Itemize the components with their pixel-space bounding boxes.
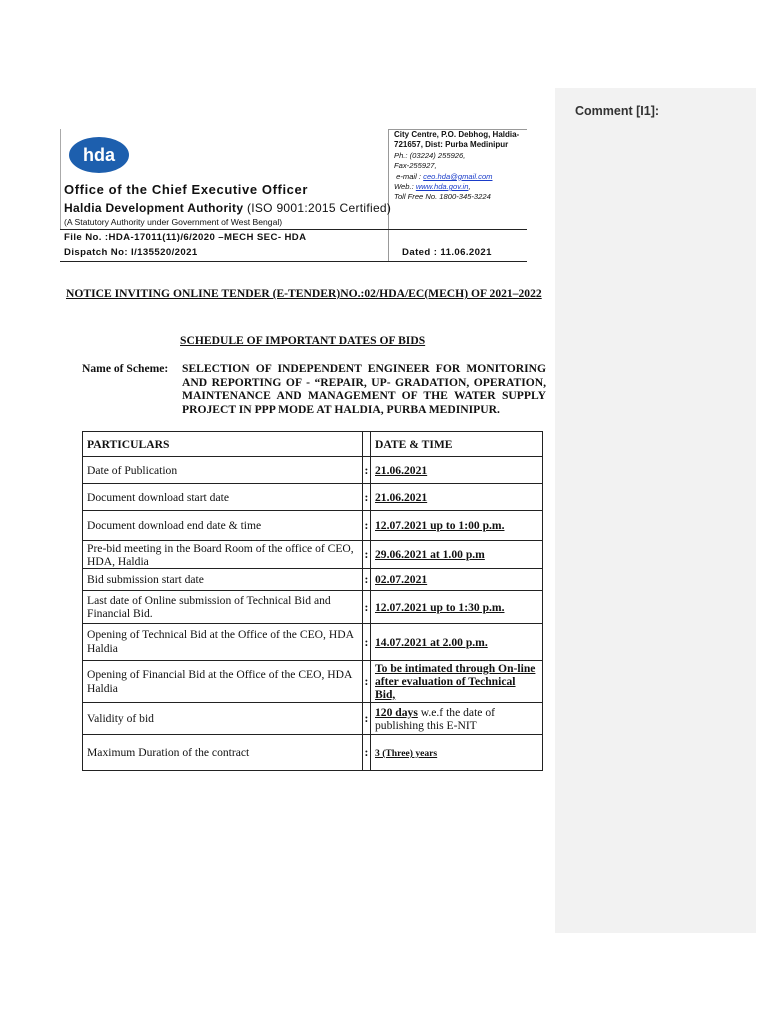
row-label: Bid submission start date xyxy=(83,569,363,591)
table-row xyxy=(83,703,543,735)
row-value: 14.07.2021 at 2.00 p.m. xyxy=(375,635,488,649)
divider xyxy=(60,229,527,230)
contact-block xyxy=(394,130,534,203)
fax-text: Fax-255927, xyxy=(394,161,437,171)
statutory-note: (A Statutory Authority under Government of West Bengal) xyxy=(64,217,283,227)
table-row xyxy=(83,569,543,591)
row-value: 21.06.2021 xyxy=(375,490,428,504)
file-number: File No. :HDA-17011(11)/6/2020 –MECH SEC- HDA xyxy=(64,232,307,243)
bid-dates-table xyxy=(82,431,543,771)
iso-certification: (ISO 9001:2015 Certified) xyxy=(246,201,392,215)
row-value: 3 (Three) years xyxy=(375,748,438,759)
web-label: Web.: xyxy=(394,182,414,192)
row-sep: : xyxy=(362,703,370,735)
table-row xyxy=(83,541,543,569)
web-line xyxy=(394,182,534,192)
row-label: Last date of Online submission of Technical Bid and Financial Bid. xyxy=(83,591,363,624)
row-sep: : xyxy=(362,541,370,569)
web-link[interactable]: www.hda.gov.in xyxy=(415,182,469,192)
table-row xyxy=(83,624,543,661)
table-row xyxy=(83,457,543,484)
address-line: City Centre, P.O. Debhog, Haldia- xyxy=(394,130,520,139)
table-row xyxy=(83,661,543,703)
row-label: Maximum Duration of the contract xyxy=(83,735,363,771)
table-row xyxy=(83,591,543,624)
row-value: 12.07.2021 up to 1:00 p.m. xyxy=(375,519,505,532)
dispatch-number: Dispatch No: I/135520/2021 xyxy=(64,247,198,258)
dated: Dated : 11.06.2021 xyxy=(402,247,492,258)
authority-line xyxy=(64,201,391,215)
table-row xyxy=(83,511,543,541)
header-sep xyxy=(362,432,370,457)
row-value: To be intimated through On-line after evaluation of Technical Bid, xyxy=(375,662,536,701)
row-value: 29.06.2021 at 1.00 p.m xyxy=(375,548,485,561)
row-label: Opening of Technical Bid at the Office of the CEO, HDA Haldia xyxy=(83,624,363,661)
comment-label[interactable]: Comment [I1]: xyxy=(575,104,660,118)
office-title: Office of the Chief Executive Officer xyxy=(64,182,308,197)
row-label: Document download start date xyxy=(83,484,363,511)
hda-logo xyxy=(68,136,130,174)
table-header-row xyxy=(83,432,543,457)
web-suffix: , xyxy=(468,182,471,192)
row-label: Document download end date & time xyxy=(83,511,363,541)
row-label: Pre-bid meeting in the Board Room of the office of CEO, HDA, Haldia xyxy=(83,541,363,569)
divider xyxy=(60,261,527,262)
divider xyxy=(60,129,61,229)
row-value: 12.07.2021 up to 1:30 p.m. xyxy=(375,600,505,614)
row-label: Opening of Financial Bid at the Office of the CEO, HDA Haldia xyxy=(83,661,363,703)
row-sep: : xyxy=(362,511,370,541)
row-value: 02.07.2021 xyxy=(375,573,428,586)
email-label: e-mail : xyxy=(396,171,422,181)
divider xyxy=(388,129,389,262)
header-date-time: DATE & TIME xyxy=(371,432,543,457)
row-sep: : xyxy=(362,484,370,511)
header-particulars: PARTICULARS xyxy=(83,432,363,457)
row-sep: : xyxy=(362,735,370,771)
row-sep: : xyxy=(362,624,370,661)
letterhead xyxy=(60,129,527,262)
table-row xyxy=(83,484,543,511)
phone-text: Ph.: (03224) 255926, xyxy=(394,150,466,160)
scheme-text: SELECTION OF INDEPENDENT ENGINEER FOR MONITORING AND REPORTING OF - “REPAIR, UP- GRADATION, OPERATION, MAINTENANCE AND MANAGEMENT OF THE WATER SUPPLY PROJECT IN PPP MODE AT HALDIA, PURBA MEDINIPUR. xyxy=(182,362,546,416)
row-label: Date of Publication xyxy=(83,457,363,484)
address-line: 721657, Dist: Purba Medinipur xyxy=(394,140,509,150)
row-sep: : xyxy=(362,591,370,624)
table-row xyxy=(83,735,543,771)
authority-name: Haldia Development Authority xyxy=(64,201,244,215)
tollfree-text: Toll Free No. 1800-345-3224 xyxy=(394,192,491,202)
row-sep: : xyxy=(362,569,370,591)
notice-title: NOTICE INVITING ONLINE TENDER (E-TENDER)NO.:02/HDA/EC(MECH) OF 2021–2022 xyxy=(66,287,542,300)
row-value-rest: w.e.f the date of publishing this E-NIT xyxy=(375,705,495,732)
logo-text: hda xyxy=(82,145,116,165)
comment-sidebar xyxy=(555,88,756,933)
row-value: 21.06.2021 xyxy=(375,463,428,477)
row-sep: : xyxy=(362,661,370,703)
scheme-label: Name of Scheme: xyxy=(82,362,169,375)
schedule-title: SCHEDULE OF IMPORTANT DATES OF BIDS xyxy=(180,334,426,347)
row-sep: : xyxy=(362,457,370,484)
email-link[interactable]: ceo.hda@gmail.com xyxy=(423,171,493,181)
row-value-bold: 120 days xyxy=(375,705,418,719)
email-line xyxy=(394,172,534,182)
row-label: Validity of bid xyxy=(83,703,363,735)
